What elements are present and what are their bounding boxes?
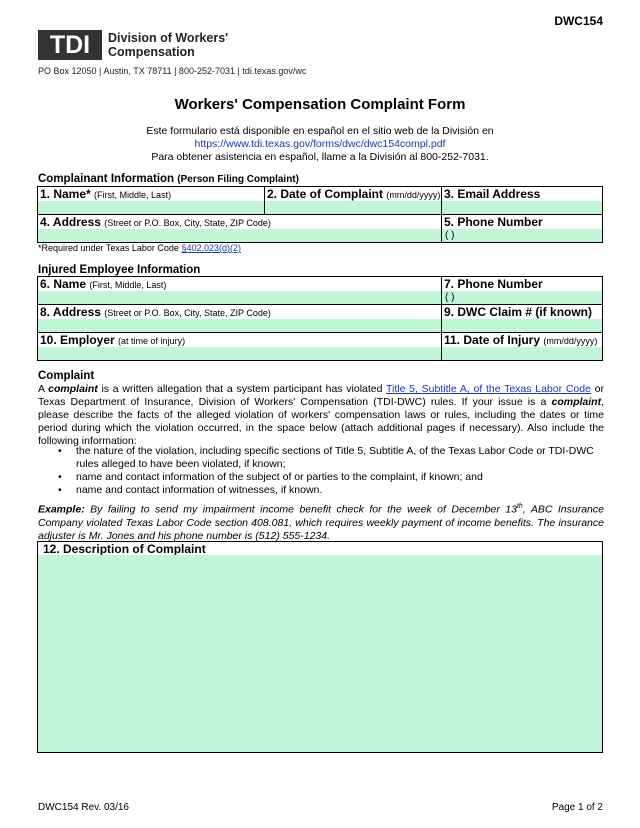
phone-cell bbox=[442, 215, 603, 243]
email-label: 3. Email Address bbox=[444, 187, 541, 201]
employee-address-field[interactable] bbox=[38, 319, 441, 332]
complaint-definition: A complaint is a written allegation that a system participant has violated Title 5, Subtitle A, of the Texas Labor Code or Texas Department of Insurance, Division of Workers' Compensation (TDI-DWC) rules. If your issue is a complaint, please describe the facts of the alleged violation of workers' compensation laws or rules, including the dates or time period during which the violation occurred, in the space below (attach additional pages if necessary). Also include the following information: bbox=[38, 383, 604, 447]
complainant-address-field[interactable] bbox=[38, 229, 441, 242]
title5-link[interactable]: Title 5, Subtitle A, of the Texas Labor Code bbox=[386, 383, 591, 395]
name-cell bbox=[38, 187, 265, 215]
description-box[interactable] bbox=[37, 541, 603, 753]
claim-number-field[interactable] bbox=[442, 319, 602, 332]
page-title: Workers' Compensation Complaint Form bbox=[174, 96, 466, 113]
employer-field[interactable] bbox=[38, 347, 441, 360]
complaint-info-list bbox=[58, 445, 603, 497]
spanish-line-3: Para obtener asistencia en español, llame a la División al 800-252-7031. bbox=[151, 151, 489, 163]
employer-label: 10. Employer (at time of injury) bbox=[40, 333, 186, 347]
tdi-logo: TDI bbox=[38, 30, 102, 60]
page-number: Page 1 of 2 bbox=[551, 802, 603, 813]
employer-cell bbox=[38, 333, 442, 361]
phone-label: 5. Phone Number bbox=[444, 215, 543, 229]
address-cell bbox=[38, 215, 442, 243]
employee-name-label: 6. Name (First, Middle, Last) bbox=[40, 277, 167, 291]
complainant-heading bbox=[38, 173, 299, 185]
division-line-2: Compensation bbox=[108, 45, 195, 59]
required-note bbox=[38, 243, 241, 253]
address-label: 4. Address (Street or P.O. Box, City, State, ZIP Code) bbox=[40, 215, 271, 229]
email-field[interactable] bbox=[442, 201, 602, 214]
complaint-example: Example: By failing to send my impairment income benefit check for the week of December 13th, ABC Insurance Company violated Texas Labor Code section 408.081, which requires weekly payment of income benefits. The insurance adjuster is Mr. Jones and his phone number is (512) 555-1234. bbox=[38, 503, 604, 542]
complaint-date-field[interactable] bbox=[265, 201, 441, 214]
complainant-heading-note: (Person Filing Complaint) bbox=[177, 174, 299, 185]
labor-code-link[interactable]: §402.023(d)(2) bbox=[181, 243, 241, 253]
employee-address-label: 8. Address (Street or P.O. Box, City, State, ZIP Code) bbox=[40, 305, 271, 319]
complainant-name-field[interactable] bbox=[38, 201, 264, 214]
required-note-text: *Required under Texas Labor Code bbox=[38, 243, 182, 253]
complaint-heading: Complaint bbox=[38, 370, 95, 382]
injury-date-field[interactable] bbox=[442, 347, 602, 360]
employee-phone-label: 7. Phone Number bbox=[444, 277, 543, 291]
employee-heading: Injured Employee Information bbox=[38, 264, 201, 276]
list-item: • the nature of the violation, including specific sections of Title 5, Subtitle A, of the Texas Labor Code or TDI-DWC rules alleged to have been violated, if known; bbox=[58, 445, 603, 471]
date-label: 2. Date of Complaint (mm/dd/yyyy) bbox=[267, 187, 441, 201]
complainant-heading-text: Complainant Information bbox=[38, 173, 175, 185]
email-cell bbox=[442, 187, 603, 215]
division-line-1: Division of Workers' bbox=[108, 31, 229, 45]
spanish-line-1: Este formulario está disponible en español en el sitio web de la División en bbox=[146, 125, 494, 137]
claim-label: 9. DWC Claim # (if known) bbox=[444, 305, 593, 319]
name-label: 1. Name* (First, Middle, Last) bbox=[40, 187, 172, 201]
revision-label: DWC154 Rev. 03/16 bbox=[38, 802, 129, 813]
employee-address-cell bbox=[38, 305, 442, 333]
spanish-notice bbox=[0, 125, 640, 164]
employee-phone-field[interactable]: ( ) bbox=[442, 291, 602, 304]
form-id: DWC154 bbox=[554, 14, 603, 28]
spanish-form-link[interactable]: https://www.tdi.texas.gov/forms/dwc/dwc154compl.pdf bbox=[194, 138, 446, 150]
employee-table bbox=[37, 276, 603, 361]
employee-name-field[interactable] bbox=[38, 291, 441, 304]
employee-name-cell bbox=[38, 277, 442, 305]
list-item: • name and contact information of witnesses, if known. bbox=[58, 484, 603, 497]
example-label: Example: bbox=[38, 503, 85, 516]
injury-date-label: 11. Date of Injury (mm/dd/yyyy) bbox=[444, 333, 598, 347]
division-name bbox=[108, 31, 228, 59]
agency-address: PO Box 12050 | Austin, TX 78711 | 800-252-7031 | tdi.texas.gov/wc bbox=[38, 66, 307, 76]
claim-cell bbox=[442, 305, 603, 333]
date-cell bbox=[265, 187, 442, 215]
injury-date-cell bbox=[442, 333, 603, 361]
employee-phone-cell bbox=[442, 277, 603, 305]
complainant-phone-field[interactable]: ( ) bbox=[442, 229, 602, 242]
list-item: • name and contact information of the subject of or parties to the complaint, if known; and bbox=[58, 471, 603, 484]
complainant-table bbox=[37, 186, 603, 243]
description-label: 12. Description of Complaint bbox=[38, 542, 602, 555]
